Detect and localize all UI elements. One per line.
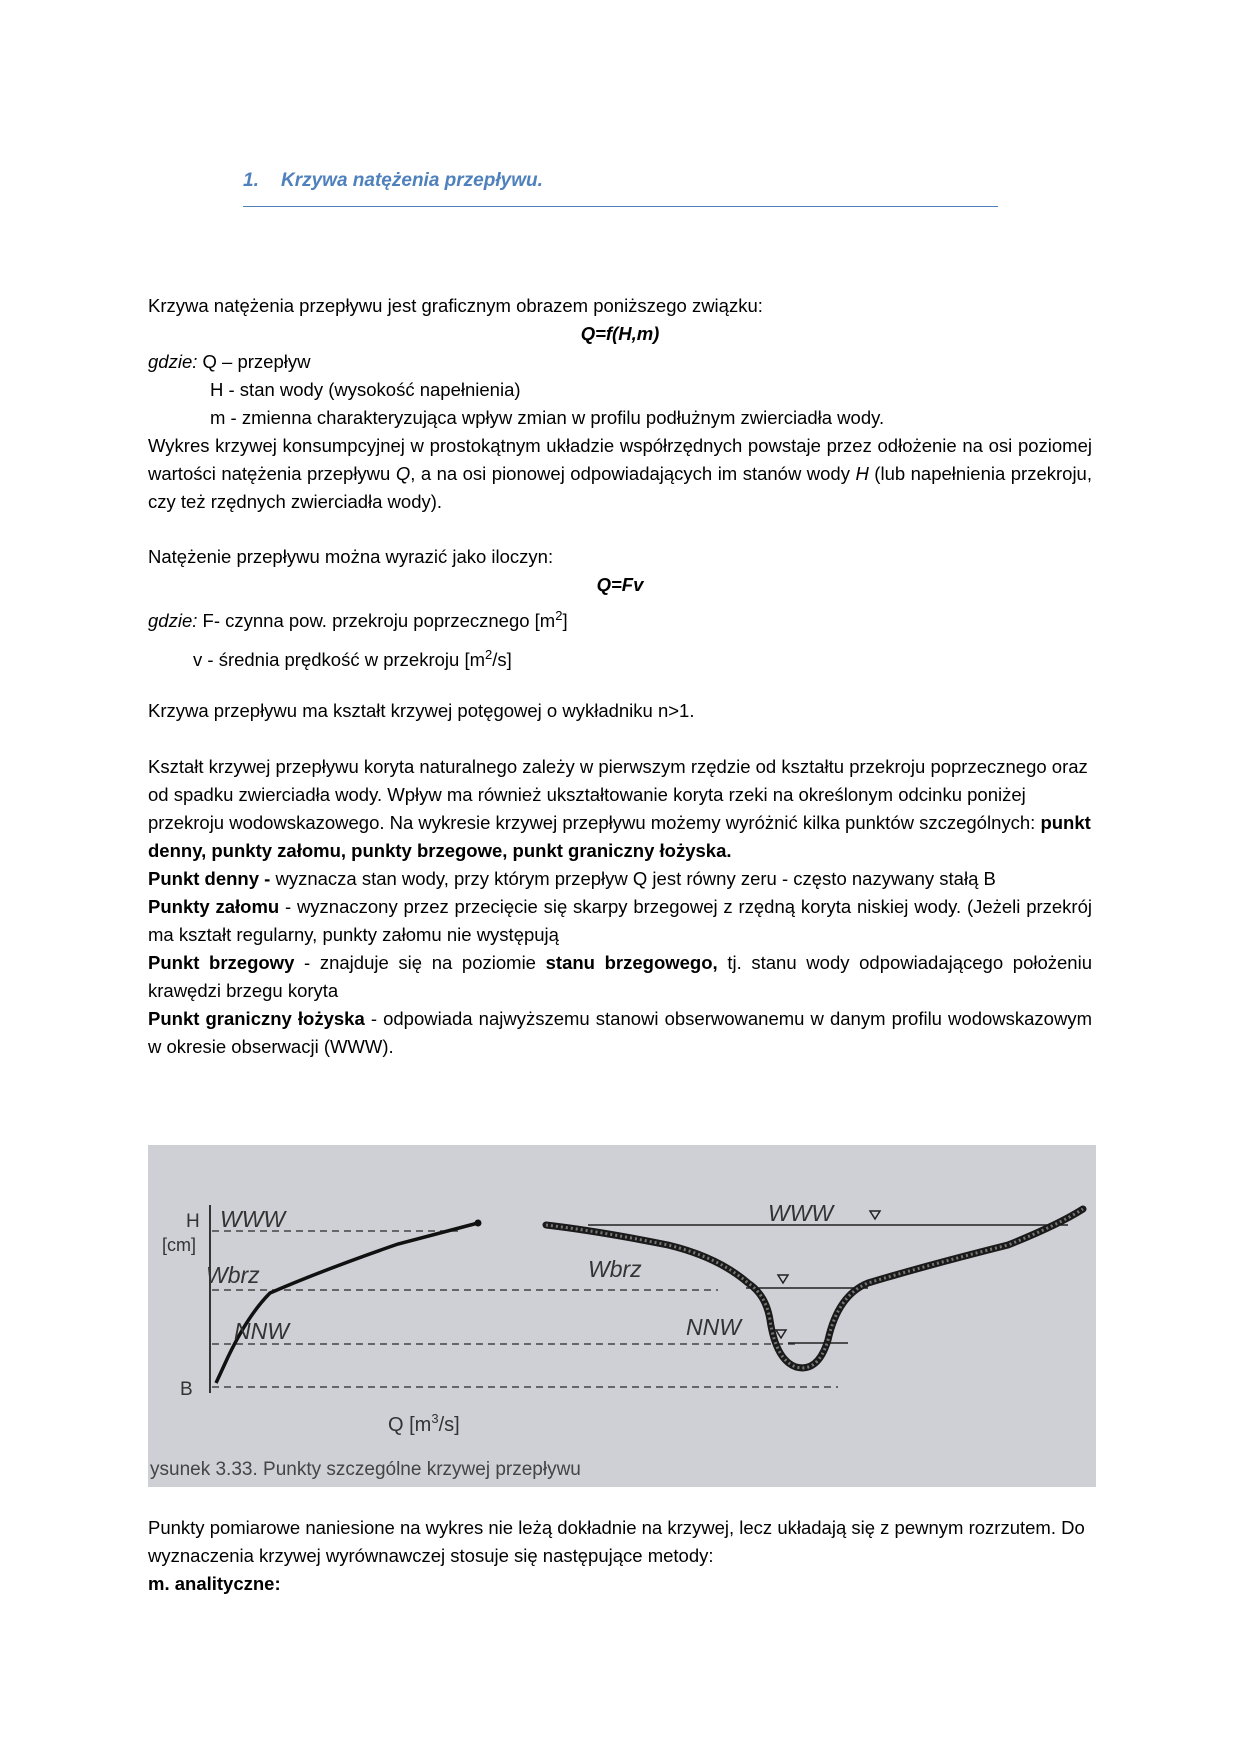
punkt-graniczny-text: - odpowiada najwyższemu stanowi obserwowanemu w danym profilu wodowskazowym w okresie obserwacji (WWW). (148, 1008, 1092, 1057)
para-h-symbol: H (855, 463, 869, 484)
nnw-water-marker (776, 1330, 786, 1338)
punkt-denny (148, 865, 1092, 893)
section-definition (148, 292, 1092, 516)
shape-text: Kształt krzywej przepływu koryta naturalnego zależy w pierwszym rzędzie od kształtu przekroju poprzecznego oraz od spadku zwierciadła wody. Wpływ ma również ukształtowanie koryta rzeki na określonym odcinku poniżej przekroju wodowskazowego. Na wykresie krzywej przepływu możemy wyróżnić kilka punktów szczególnych: (148, 756, 1088, 833)
where-h: H - stan wody (wysokość napełnienia) (210, 379, 521, 400)
v-end: /s] (492, 649, 512, 671)
nnw-label-left: NNW (234, 1318, 289, 1344)
v-text: v - średnia prędkość w przekroju [m (193, 649, 485, 671)
where-m: m - zmienna charakteryzująca wpływ zmian w profilu podłużnym zwierciadła wody. (210, 407, 885, 428)
punkt-graniczny (148, 1005, 1092, 1061)
axis-unit-label: [cm] (162, 1235, 196, 1255)
section-measurement-points (148, 1514, 1092, 1598)
stan-brzegowy-term: stanu brzegowego, (545, 952, 718, 973)
section-product (148, 543, 1092, 677)
punkt-denny-term: Punkt denny - (148, 868, 271, 889)
punkt-brzegowy-text-1: - znajduje się na poziomie (294, 952, 546, 973)
axis-h-label: H (186, 1211, 200, 1232)
punkt-graniczny-term: Punkt graniczny łożyska (148, 1008, 365, 1029)
where-line-1 (148, 348, 1092, 376)
section-heading (243, 170, 998, 207)
f-sup: 2 (555, 608, 563, 623)
f-text: F- czynna pow. przekroju poprzecznego [m (197, 610, 556, 632)
wbrz-label-left: Wbrz (206, 1262, 260, 1288)
figure-svg (148, 1145, 1096, 1487)
shape-paragraph (148, 753, 1092, 865)
wbrz-water-marker (778, 1275, 788, 1283)
formula-q-f: Q=f(H,m) (580, 323, 660, 344)
chart-description-paragraph (148, 432, 1092, 516)
punkt-brzegowy-text-2: tj. stanu wody odpowiadającego położeniu krawędzi brzegu koryta (148, 952, 1092, 1001)
f-end: ] (562, 610, 568, 632)
analytical-methods-heading: m. analityczne: (148, 1573, 281, 1594)
section-characteristic-points (148, 697, 1092, 1061)
wbrz-label-right: Wbrz (588, 1256, 642, 1282)
www-water-marker (870, 1211, 880, 1219)
v-sup: 2 (485, 647, 493, 663)
axis-q-label: Q $[m^3/s]$ (388, 1411, 460, 1436)
nnw-label-right: NNW (686, 1314, 741, 1340)
definition-intro: Krzywa natężenia przepływu jest graficznym obrazem poniższego związku: (148, 295, 763, 316)
where-label-2: gdzie: (148, 610, 198, 632)
where-v (148, 638, 1092, 677)
figure-caption: ysunek 3.33. Punkty szczególne krzywej przepływu (150, 1459, 581, 1480)
product-intro: Natężenie przepływu można wyrazić jako iloczyn: (148, 546, 554, 567)
point-b-label: B (180, 1379, 193, 1400)
rating-curve-line (216, 1223, 478, 1383)
para-text-a: Wykres krzywej konsumpcyjnej w prostokątnym układzie współrzędnych powstaje przez odłożenie na osi poziomej wartości natężenia przepływu (148, 435, 1092, 484)
figure-rating-curve (148, 1145, 1096, 1487)
punkty-zalomu-term: Punkty załomu (148, 896, 280, 917)
punkty-zalomu-text: - wyznaczony przez przecięcie się skarpy brzegowej z rzędną koryta niskiej wody. (Jeżeli przekrój ma kształt regularny, punkty załomu nie występują (148, 896, 1092, 945)
para-text-b: , a na osi pionowej odpowiadających im stanów wody (410, 463, 856, 484)
formula-q-fv: Q=Fv (596, 574, 644, 595)
measurement-paragraph: Punkty pomiarowe naniesione na wykres nie leżą dokładnie na krzywej, lecz układają się z pewnym rozrzutem. Do wyznaczenia krzywej wyrównawczej stosuje się następujące metody: (148, 1517, 1085, 1566)
punkty-zalomu (148, 893, 1092, 949)
para-text-c: (lub napełnienia przekroju, czy też rzędnych zwierciadła wody). (148, 463, 1092, 512)
where-f (148, 599, 1092, 638)
shape-bold: punkt denny, punkty załomu, punkty brzegowe, punkt graniczny łożyska. (148, 812, 1091, 861)
www-label-right: WWW (768, 1200, 834, 1226)
power-curve-sentence: Krzywa przepływu ma kształt krzywej potęgowej o wykładniku n>1. (148, 700, 695, 721)
heading-number: 1. (243, 170, 259, 191)
punkt-brzegowy-term: Punkt brzegowy (148, 952, 295, 973)
punkt-denny-text: wyznacza stan wody, przy którym przepływ Q jest równy zeru - często nazywany stałą B (270, 868, 996, 889)
where-label: gdzie: (148, 351, 198, 372)
where-q: Q – przepływ (197, 351, 311, 372)
www-label-left: WWW (220, 1206, 286, 1232)
para-q-symbol: Q (395, 463, 411, 484)
punkt-brzegowy (148, 949, 1092, 1005)
heading-title: Krzywa natężenia przepływu. (281, 170, 543, 191)
spacer (148, 725, 1092, 753)
curve-end-point (475, 1220, 482, 1227)
